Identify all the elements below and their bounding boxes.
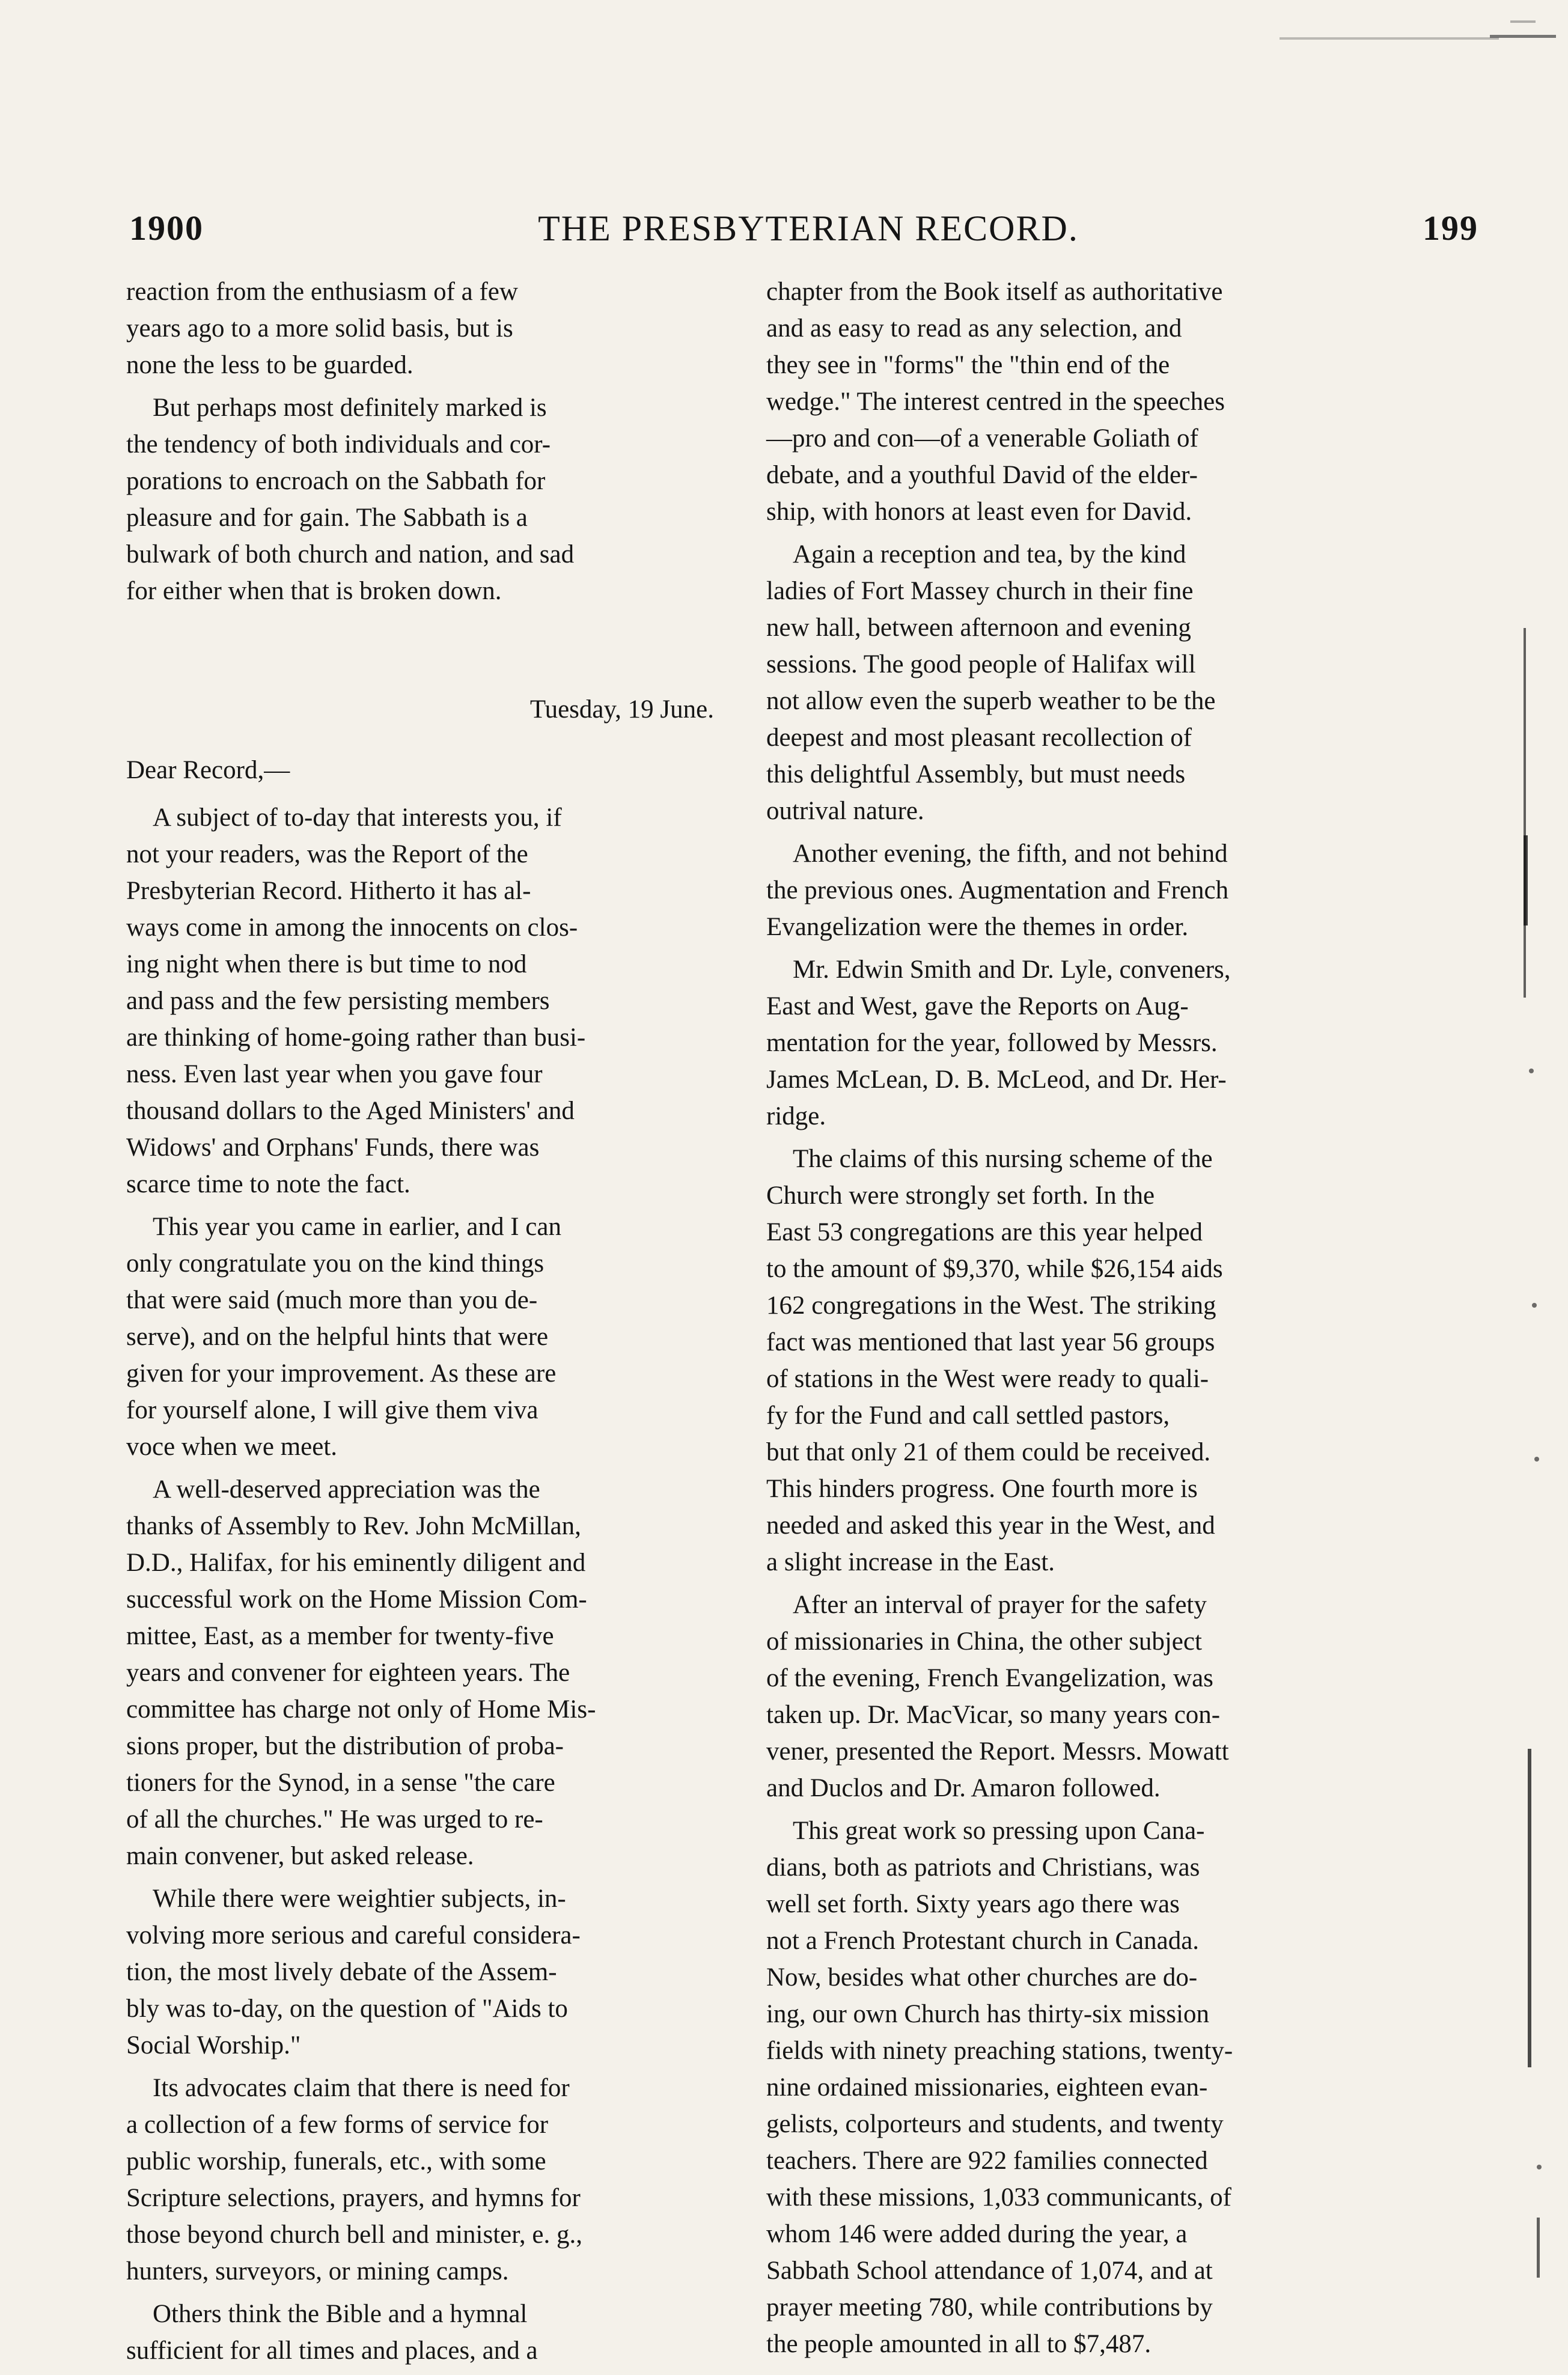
right-column: [766, 273, 1403, 2368]
scan-edge-speck-4: [1537, 2165, 1542, 2169]
scan-edge-line-1: [1524, 628, 1526, 998]
left-paragraph-4: This year you came in earlier, and I can only congratulate you on the kind things that were said (much more than you de- serve), and on the helpful hints that were given for your improvement. As these are for yourself alone, I will give them viva voce when we meet.: [126, 1213, 561, 1461]
left-paragraph-6: While there were weightier subjects, in- volving more serious and careful considera- tion, the most lively debate of the Assem- bly was to-day, on the question of "Aids to Social Worship.": [126, 1885, 581, 2059]
right-paragraph-1: chapter from the Book itself as authoritative and as easy to read as any selection, and they see in "forms" the "thin end of the wedge." The interest centred in the speeches —pro and con—of a venerable Goliath of debate, and a youthful David of the elder- ship, with honors at least even for David.: [766, 278, 1225, 526]
left-paragraph-7: Its advocates claim that there is need for a collection of a few forms of service for public worship, funerals, etc., with some Scripture selections, prayers, and hymns for those beyond church bell and minister, e. g., hunters, surveyors, or mining camps.: [126, 2074, 582, 2285]
journal-title: THE PRESBYTERIAN RECORD.: [538, 209, 1079, 248]
scan-dash-mark: [1510, 20, 1536, 23]
letter-salutation: Dear Record,—: [126, 756, 290, 784]
right-paragraph-3: Another evening, the fifth, and not behind the previous ones. Augmentation and French Evangelization were the themes in order.: [766, 840, 1229, 941]
scan-top-mark: [1280, 37, 1499, 40]
right-paragraph-4: Mr. Edwin Smith and Dr. Lyle, conveners, East and West, gave the Reports on Aug- mentation for the year, followed by Messrs. James McLean, D. B. McLeod, and Dr. Her- ridge.: [766, 956, 1231, 1130]
scan-edge-speck-3: [1534, 1457, 1539, 1462]
left-paragraph-5: A well-deserved appreciation was the thanks of Assembly to Rev. John McMillan, D.D., Halifax, for his eminently diligent and successful work on the Home Mission Com- mittee, East, as a member for twenty-five years and convener for eighteen years. The committee has charge not only of Home Mis- sions proper, but the distribution of proba- tioners for the Synod, in a sense "the care of all the churches." He was urged to re- main convener, but asked release.: [126, 1475, 596, 1870]
page-number: 199: [1423, 209, 1478, 248]
right-paragraph-7: This great work so pressing upon Cana- dians, both as patriots and Christians, was well set forth. Sixty years ago there was not a French Protestant church in Canada. Now, besides what other churches are do- ing, our own Church has thirty-six mission fields with ninety preaching stations, twenty- nine ordained missionaries, eighteen evan- gelists, colporteurs and students, and twenty teachers. There are 922 families connected with these missions, 1,033 communicants, of whom 146 were added during the year, a Sabbath School attendance of 1,074, and at prayer meeting 780, while contributions by the people amounted in all to $7,487.: [766, 1817, 1233, 2358]
page-header: [129, 207, 1478, 255]
scan-edge-line-3: [1528, 1749, 1531, 2067]
left-paragraph-8: Others think the Bible and a hymnal sufficient for all times and places, and a: [126, 2300, 538, 2365]
right-paragraph-5: The claims of this nursing scheme of the Church were strongly set forth. In the East 53 congregations are this year helped to the amount of $9,370, while $26,154 aids 162 congregations in the West. The striking fact was mentioned that last year 56 groups of stations in the West were ready to quali- fy for the Fund and call settled pastors, but that only 21 of them could be received. This hinders progress. One fourth more is needed and asked this year in the West, and a slight increase in the East.: [766, 1145, 1223, 1576]
header-year: 1900: [129, 209, 204, 248]
scan-edge-line-2: [1524, 835, 1528, 925]
right-paragraph-6: After an interval of prayer for the safety of missionaries in China, the other subject of the evening, French Evangelization, was taken up. Dr. MacVicar, so many years con- vener, presented the Report. Messrs. Mowatt and Duclos and Dr. Amaron followed.: [766, 1591, 1229, 1802]
scan-edge-line-4: [1537, 2218, 1540, 2278]
right-paragraph-2: Again a reception and tea, by the kind ladies of Fort Massey church in their fine new hall, between afternoon and evening sessions. The good people of Halifax will not allow even the superb weather to be the deepest and most pleasant recollection of this delightful Assembly, but must needs outrival nature.: [766, 540, 1216, 825]
left-paragraph-1: reaction from the enthusiasm of a few years ago to a more solid basis, but is none the less to be guarded.: [126, 278, 518, 379]
left-paragraph-2: But perhaps most definitely marked is the tendency of both individuals and cor- porations to encroach on the Sabbath for pleasure and for gain. The Sabbath is a bulwark of both church and nation, and sad for either when that is broken down.: [126, 394, 575, 605]
scan-edge-speck-1: [1529, 1069, 1534, 1073]
scan-edge-marks: [1484, 0, 1568, 2345]
scan-edge-speck-2: [1532, 1303, 1537, 1308]
left-paragraph-3: A subject of to-day that interests you, if not your readers, was the Report of the Presbyterian Record. Hitherto it has al- ways come in among the innocents on clos- ing night when there is but time to nod and pass and the few persisting members are thinking of home-going rather than busi- ness. Even last year when you gave four thousand dollars to the Aged Ministers' and Widows' and Orphans' Funds, there was scarce time to note the fact.: [126, 803, 586, 1198]
letter-date: Tuesday, 19 June.: [529, 695, 714, 724]
scan-top-right-mark: [1490, 35, 1556, 38]
left-column: [126, 273, 763, 2375]
